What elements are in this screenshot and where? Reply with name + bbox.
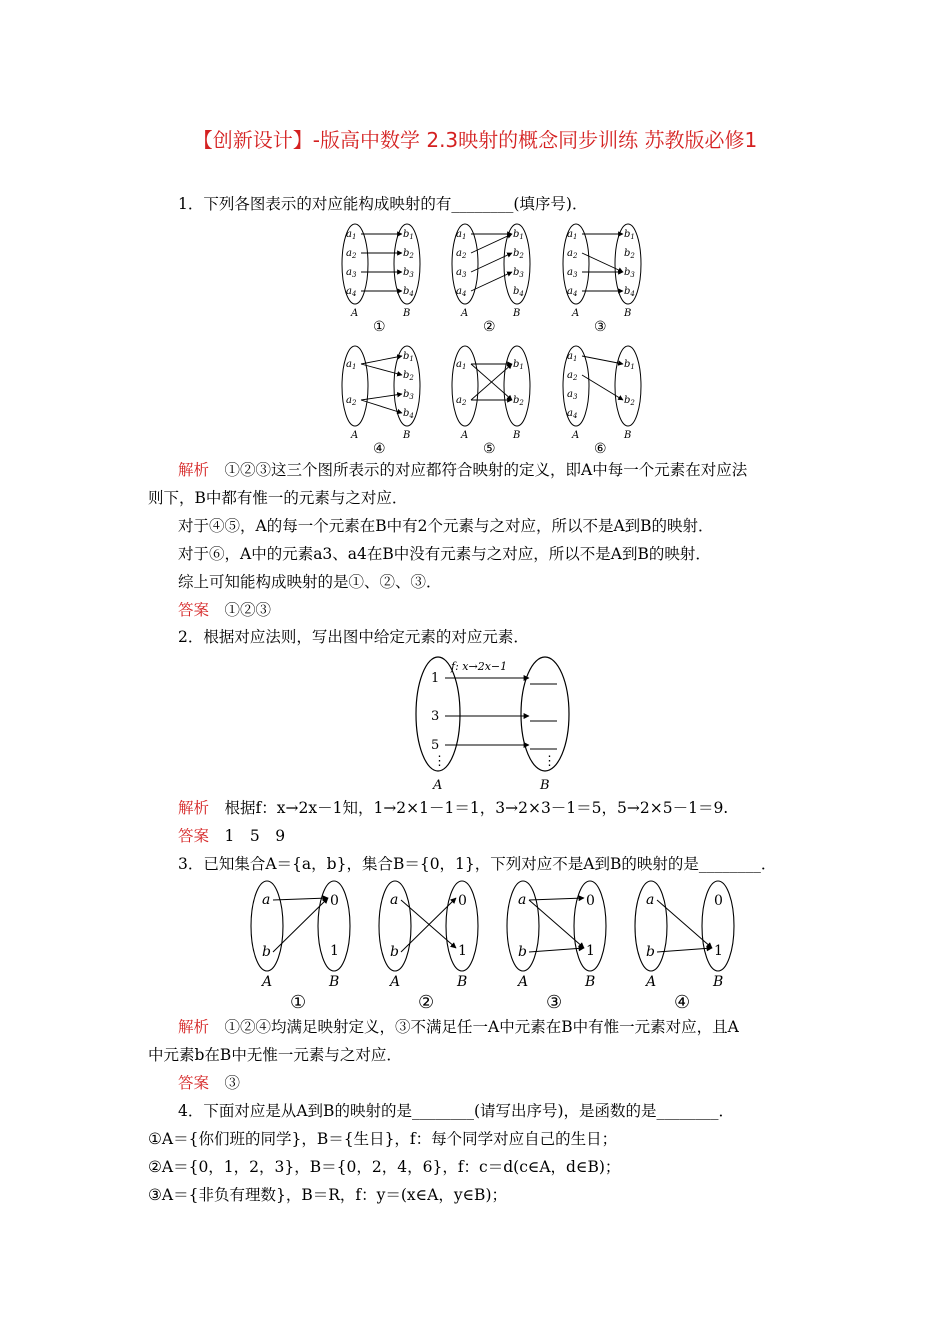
q3-set-b-label: B [713, 974, 724, 990]
q1-elem-a2: $a_2$ [567, 370, 578, 382]
q1-elem-b2: $b_2$ [403, 370, 414, 382]
q1-elem-a4: $a_4$ [567, 408, 578, 420]
q1-elem-a1: $a_1$ [346, 229, 357, 241]
q3-set-a-label: A [518, 974, 529, 990]
q1-elem-b4: $b_4$ [513, 286, 524, 298]
q1-figure-label: ② [483, 319, 496, 335]
q1-elem-a1: $a_1$ [567, 351, 578, 363]
q3-set-b-label: B [329, 974, 340, 990]
q3-elem-0: 0 [586, 893, 595, 909]
q1-figure-label: ⑤ [483, 441, 496, 457]
q3-set-a-label: A [262, 974, 273, 990]
q1-elem-a2: $a_2$ [346, 395, 357, 407]
q3-figure-label: ② [418, 992, 435, 1013]
q2-rule: f: x→2x−1 [451, 660, 508, 673]
q1-analysis-2: 则下，B中都有惟一的元素与之对应． [148, 489, 408, 507]
q1-answer: ①②③ [224, 601, 272, 619]
q1-elem-a4: $a_4$ [567, 286, 578, 298]
q3-analysis-1: ①②④均满足映射定义，③不满足任一A中元素在B中有惟一元素对应，且A [224, 1018, 739, 1036]
q1-elem-b1: $b_1$ [403, 351, 414, 363]
q3-answer: ③ [224, 1074, 241, 1092]
q1-elem-a4: $a_4$ [346, 286, 357, 298]
q3-elem-b: b [646, 944, 655, 960]
q2-set-a: A [433, 778, 443, 793]
q1-elem-a1: $a_1$ [346, 359, 357, 371]
q3-analysis-2: 中元素b在B中无惟一元素与之对应． [148, 1046, 402, 1064]
q1-set-a-label: A [461, 308, 469, 319]
q2-set-b: B [540, 778, 550, 793]
q3-elem-b: b [262, 944, 271, 960]
q1-analysis-label: 解析 [178, 461, 210, 479]
q3-elem-a: a [646, 892, 655, 908]
q1-elem-b3: $b_3$ [403, 389, 414, 401]
q1-elem-b3: $b_3$ [403, 267, 414, 279]
q1-elem-b3: $b_3$ [513, 267, 524, 279]
q1-elem-a2: $a_2$ [567, 248, 578, 260]
q1-elem-a2: $a_2$ [456, 248, 467, 260]
q1-analysis-1: ①②③这三个图所表示的对应都符合映射的定义，即A中每一个元素在对应法 [224, 461, 748, 479]
q3-analysis-label: 解析 [178, 1018, 210, 1036]
q1-elem-b1: $b_1$ [403, 229, 414, 241]
q2-elem-3: 3 [431, 709, 440, 724]
q1-elem-b2: $b_2$ [513, 395, 524, 407]
q1-figure-label: ⑥ [594, 441, 607, 457]
q3-elem-b: b [518, 944, 527, 960]
q1-set-b-label: B [513, 308, 521, 319]
q4-question: 4．下面对应是从A到B的映射的是________(请写出序号)，是函数的是________． [178, 1102, 735, 1120]
page-title: 【创新设计】-版高中数学 2.3映射的概念同步训练 苏教版必修1 [192, 128, 758, 152]
q1-elem-b2: $b_2$ [624, 248, 635, 260]
q1-set-a-label: A [351, 430, 359, 441]
q1-figure-label: ① [373, 319, 386, 335]
q1-elem-a3: $a_3$ [567, 389, 578, 401]
q3-figure-label: ③ [546, 992, 563, 1013]
q1-set-a-label: A [572, 308, 580, 319]
q2-analysis-label: 解析 [178, 799, 210, 817]
q1-set-b-label: B [403, 430, 411, 441]
q1-elem-a2: $a_2$ [346, 248, 357, 260]
q1-elem-a3: $a_3$ [346, 267, 357, 279]
q1-elem-b2: $b_2$ [513, 248, 524, 260]
q2-dots-a: ⋮ [433, 754, 446, 769]
q2-elem-5: 5 [431, 738, 440, 753]
q3-elem-0: 0 [714, 893, 723, 909]
q3-elem-b: b [390, 944, 399, 960]
q1-elem-a1: $a_1$ [567, 229, 578, 241]
q3-figure-4 [635, 881, 734, 1013]
q1-elem-b4: $b_4$ [624, 286, 635, 298]
q3-elem-a: a [390, 892, 399, 908]
q1-elem-a1: $a_1$ [456, 229, 467, 241]
q1-elem-a3: $a_3$ [567, 267, 578, 279]
q1-elem-a4: $a_4$ [456, 286, 467, 298]
q3-elem-0: 0 [330, 893, 339, 909]
q1-analysis-3: 对于④⑤，A的每一个元素在B中有2个元素与之对应，所以不是A到B的映射． [178, 517, 714, 535]
q1-elem-b1: $b_1$ [513, 229, 524, 241]
q3-elem-a: a [518, 892, 527, 908]
q3-elem-a: a [262, 892, 271, 908]
q1-set-b-label: B [403, 308, 411, 319]
q3-set-a-label: A [646, 974, 657, 990]
q1-answer-label: 答案 [178, 601, 210, 619]
q3-set-a-label: A [390, 974, 401, 990]
q3-elem-1: 1 [330, 943, 339, 959]
q2-answer-label: 答案 [178, 827, 210, 845]
q2-elem-1: 1 [431, 671, 440, 686]
q1-elem-b4: $b_4$ [403, 286, 414, 298]
q3-question: 3．已知集合A＝{a，b}，集合B＝{0，1}，下列对应不是A到B的映射的是________． [178, 855, 777, 873]
q1-question: 1．下列各图表示的对应能构成映射的有________(填序号)． [178, 195, 588, 213]
q1-elem-a3: $a_3$ [456, 267, 467, 279]
q4-item-2: ②A＝{0，1，2，3}，B＝{0，2，4，6}，f：c＝d(c∈A，d∈B)； [148, 1158, 621, 1176]
q1-elem-a2: $a_2$ [456, 395, 467, 407]
q3-elem-1: 1 [458, 943, 467, 959]
q2-question: 2．根据对应法则，写出图中给定元素的对应元素． [178, 628, 529, 646]
q1-elem-a1: $a_1$ [456, 359, 467, 371]
q3-figure-label: ① [290, 992, 307, 1013]
q2-dots-b: ⋮ [543, 754, 556, 769]
q1-set-a-label: A [351, 308, 359, 319]
q3-arrow [529, 898, 584, 900]
q3-figure-3 [507, 881, 606, 1013]
q1-figure-label: ③ [594, 319, 607, 335]
q3-elem-0: 0 [458, 893, 467, 909]
q1-elem-b1: $b_1$ [624, 229, 635, 241]
q1-figure-label: ④ [373, 441, 386, 457]
q1-elem-b1: $b_1$ [513, 359, 524, 371]
q2-answer: 1 5 9 [224, 827, 286, 845]
q1-elem-b4: $b_4$ [403, 408, 414, 420]
q1-set-a-label: A [572, 430, 580, 441]
q1-elem-b2: $b_2$ [624, 395, 635, 407]
q1-set-a-label: A [461, 430, 469, 441]
q1-elem-b3: $b_3$ [624, 267, 635, 279]
q2-analysis: 根据f：x→2x－1知，1→2×1－1＝1，3→2×3－1＝5，5→2×5－1＝9. [224, 799, 729, 817]
q3-figure-label: ④ [674, 992, 691, 1013]
q4-item-1: ①A＝{你们班的同学}，B＝{生日}，f：每个同学对应自己的生日； [148, 1130, 618, 1148]
q3-set-b-label: B [457, 974, 468, 990]
q3-figure-1 [251, 881, 350, 1013]
q1-set-b-label: B [624, 308, 632, 319]
q1-set-b-label: B [513, 430, 521, 441]
q4-item-3: ③A＝{非负有理数}，B＝R，f：y＝(x∈A，y∈B)； [148, 1186, 507, 1204]
q1-elem-b1: $b_1$ [624, 359, 635, 371]
q1-elem-b2: $b_2$ [403, 248, 414, 260]
q3-elem-1: 1 [714, 943, 723, 959]
q1-set-b-label: B [624, 430, 632, 441]
q3-answer-label: 答案 [178, 1074, 210, 1092]
q1-analysis-5: 综上可知能构成映射的是①、②、③． [178, 573, 442, 591]
q3-figure-2 [379, 881, 478, 1013]
q3-arrow [273, 898, 328, 900]
q3-set-b-label: B [585, 974, 596, 990]
q1-analysis-4: 对于⑥，A中的元素a3、a4在B中没有元素与之对应，所以不是A到B的映射． [178, 545, 711, 563]
q3-elem-1: 1 [586, 943, 595, 959]
